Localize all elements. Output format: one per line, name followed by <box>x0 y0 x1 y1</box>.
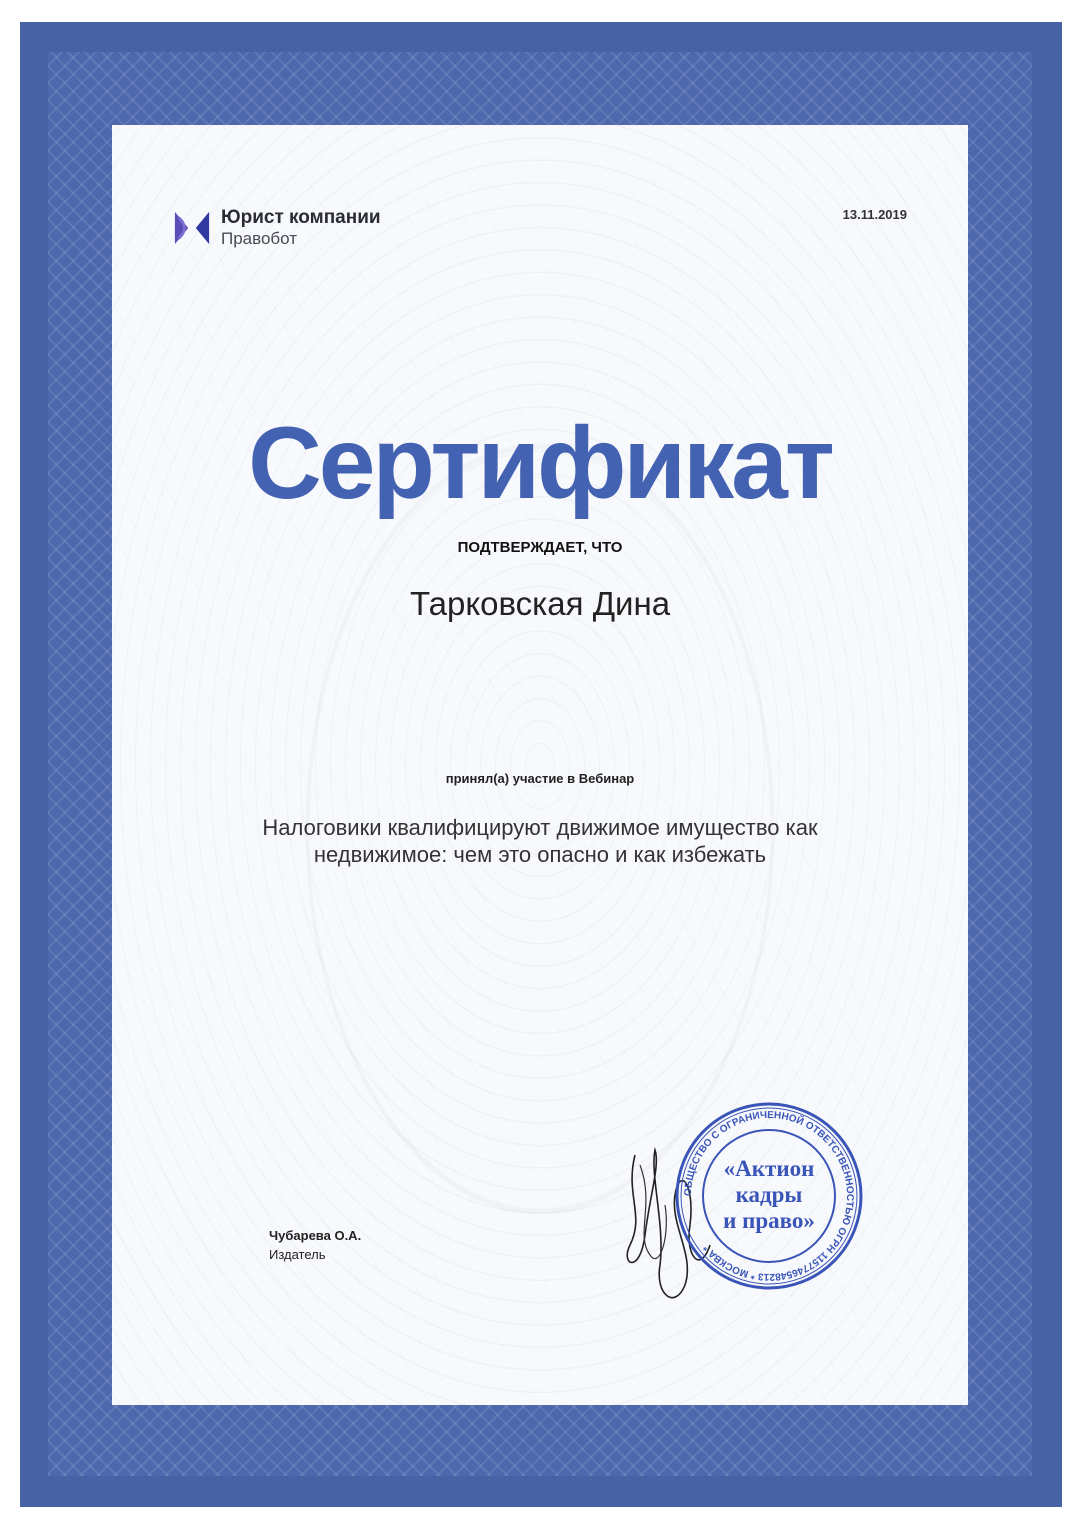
participation-text: принял(а) участие в Вебинар <box>445 771 635 786</box>
logo-title: Юрист компании <box>221 207 381 228</box>
stamp-ring-text: ОБЩЕСТВО С ОГРАНИЧЕННОЙ ОТВЕТСТВЕННОСТЬЮ ОГРН 1157746548213 * МОСКВА * <box>682 1109 856 1283</box>
webinar-topic-line-1: Налоговики квалифицируют движимое имущество как <box>262 815 818 840</box>
certificate-title: Сертификат <box>248 406 832 520</box>
svg-text:кадры: кадры <box>735 1182 803 1207</box>
webinar-topic <box>140 814 940 868</box>
signer-role: Издатель <box>269 1247 326 1262</box>
recipient-name: Тарковская Дина <box>409 585 671 622</box>
company-stamp <box>674 1101 864 1291</box>
svg-text:и право»: и право» <box>723 1208 815 1233</box>
company-logo <box>173 208 381 247</box>
signer-name: Чубарева О.А. <box>269 1228 362 1243</box>
logo-subtitle: Правобот <box>221 229 298 248</box>
issue-date: 13.11.2019 <box>842 207 907 222</box>
svg-text:«Актион: «Актион <box>723 1156 815 1181</box>
confirms-text: ПОДТВЕРЖДАЕТ, ЧТО <box>457 539 623 556</box>
signer-block <box>269 1226 361 1264</box>
webinar-topic-line-2: недвижимое: чем это опасно и как избежать <box>313 842 767 867</box>
logo-icon <box>173 209 211 247</box>
